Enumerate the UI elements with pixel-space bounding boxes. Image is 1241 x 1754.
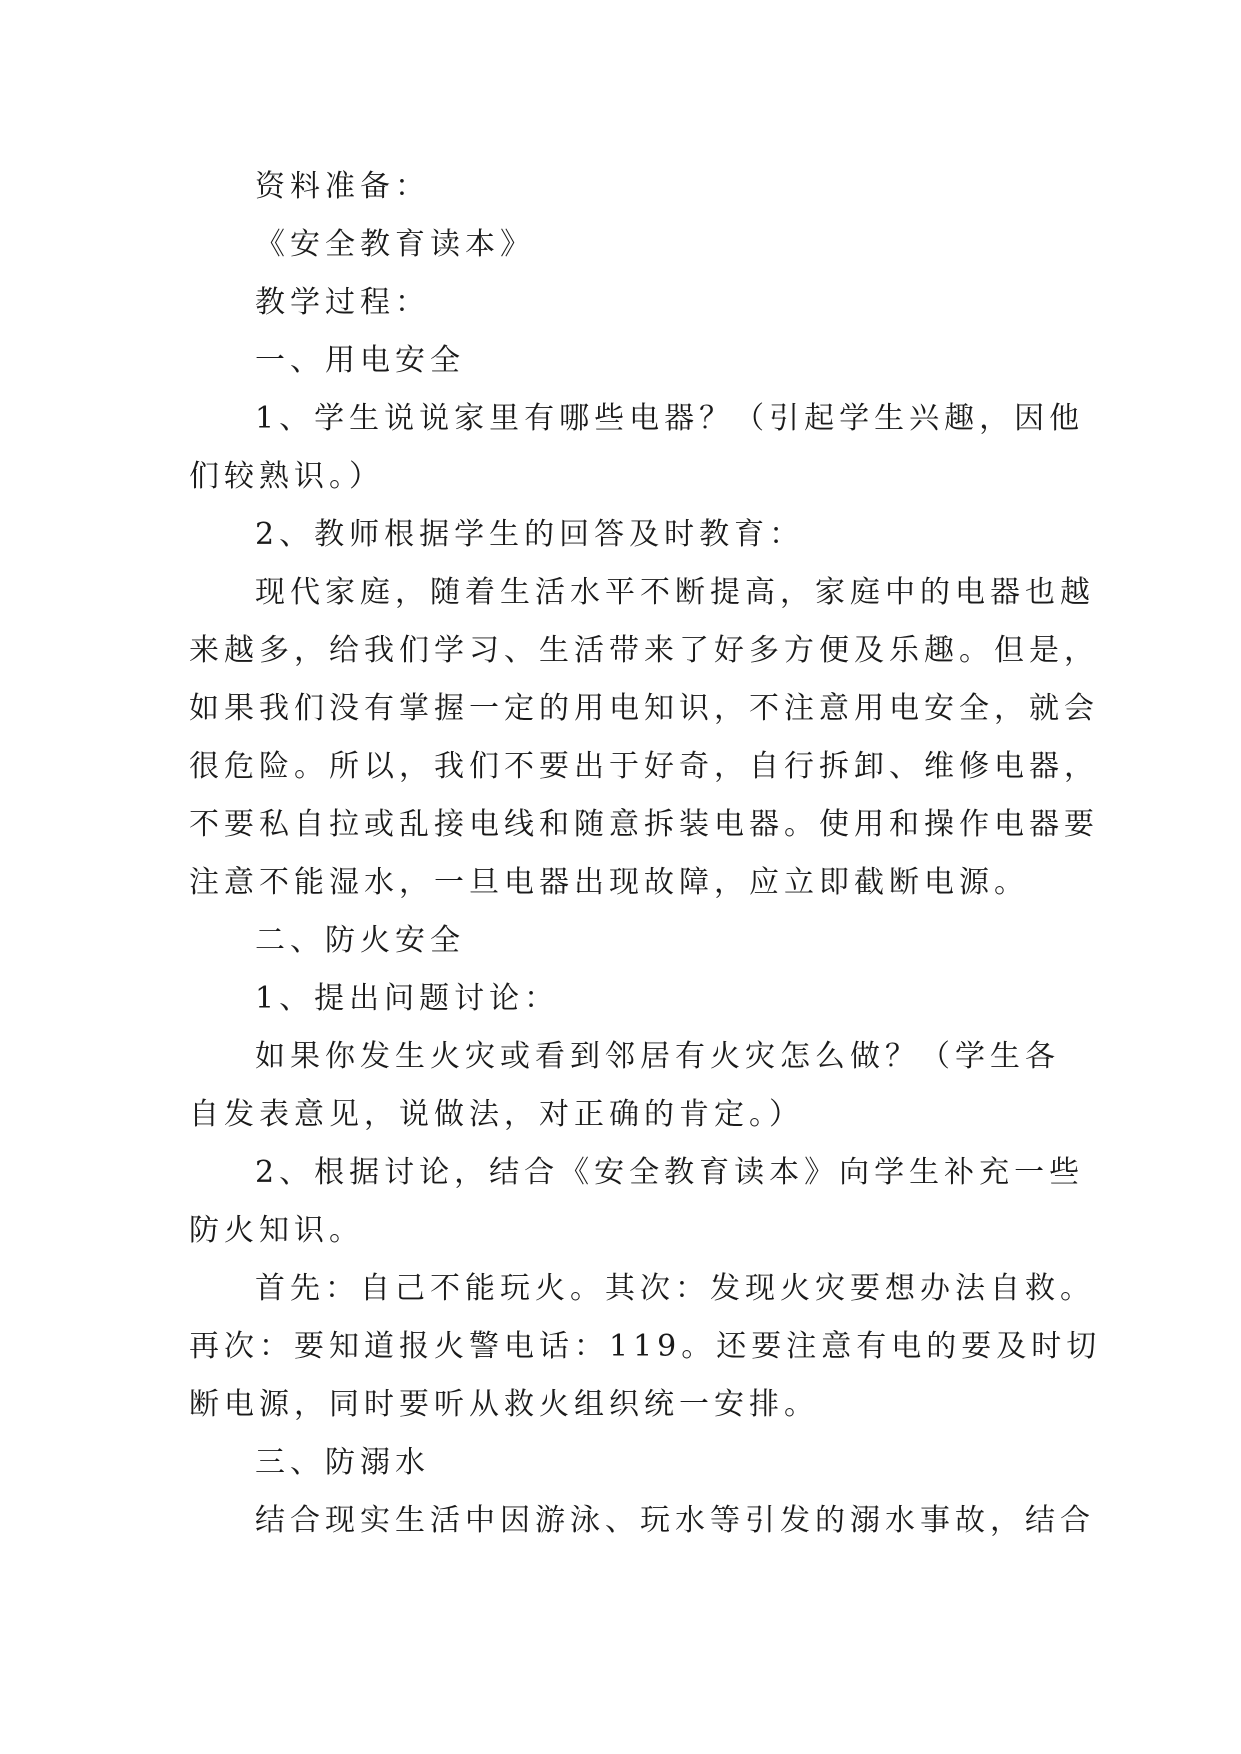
text-line: 结合现实生活中因游泳、玩水等引发的溺水事故，结合 [255, 1503, 1095, 1538]
text-line: 不要私自拉或乱接电线和随意拆装电器。使用和操作电器要 [189, 807, 1099, 842]
text-line: 如果你发生火灾或看到邻居有火灾怎么做？（学生各 [255, 1039, 1060, 1074]
text-line: 2、根据讨论，结合《安全教育读本》向学生补充一些 [255, 1155, 1085, 1190]
text-line: 资料准备： [255, 169, 430, 204]
document-body [189, 158, 1102, 1550]
text-line: 们较熟识。） [189, 459, 384, 494]
text-line: 1、学生说说家里有哪些电器？（引起学生兴趣，因他 [255, 401, 1085, 436]
text-line: 现代家庭，随着生活水平不断提高，家庭中的电器也越 [255, 575, 1095, 610]
section-heading: 三、防溺水 [255, 1445, 430, 1480]
text-line: 教学过程： [255, 285, 430, 320]
text-line: 如果我们没有掌握一定的用电知识，不注意用电安全，就会 [189, 691, 1099, 726]
text-line: 很危险。所以，我们不要出于好奇，自行拆卸、维修电器， [189, 749, 1099, 784]
text-line: 2、教师根据学生的回答及时教育： [255, 517, 805, 552]
section-heading: 二、防火安全 [255, 923, 465, 958]
text-line: 首先：自己不能玩火。其次：发现火灾要想办法自救。 [255, 1271, 1095, 1306]
section-heading: 一、用电安全 [255, 343, 465, 378]
text-line: 自发表意见，说做法，对正确的肯定。） [189, 1097, 804, 1132]
text-line: 防火知识。 [189, 1213, 364, 1248]
text-line: 再次：要知道报火警电话：119。还要注意有电的要及时切 [189, 1329, 1102, 1364]
text-line: 《安全教育读本》 [255, 227, 535, 262]
text-line: 来越多，给我们学习、生活带来了好多方便及乐趣。但是， [189, 633, 1099, 668]
text-line: 断电源，同时要听从救火组织统一安排。 [189, 1387, 819, 1422]
text-line: 1、提出问题讨论： [255, 981, 560, 1016]
text-line: 注意不能湿水，一旦电器出现故障，应立即截断电源。 [189, 865, 1029, 900]
